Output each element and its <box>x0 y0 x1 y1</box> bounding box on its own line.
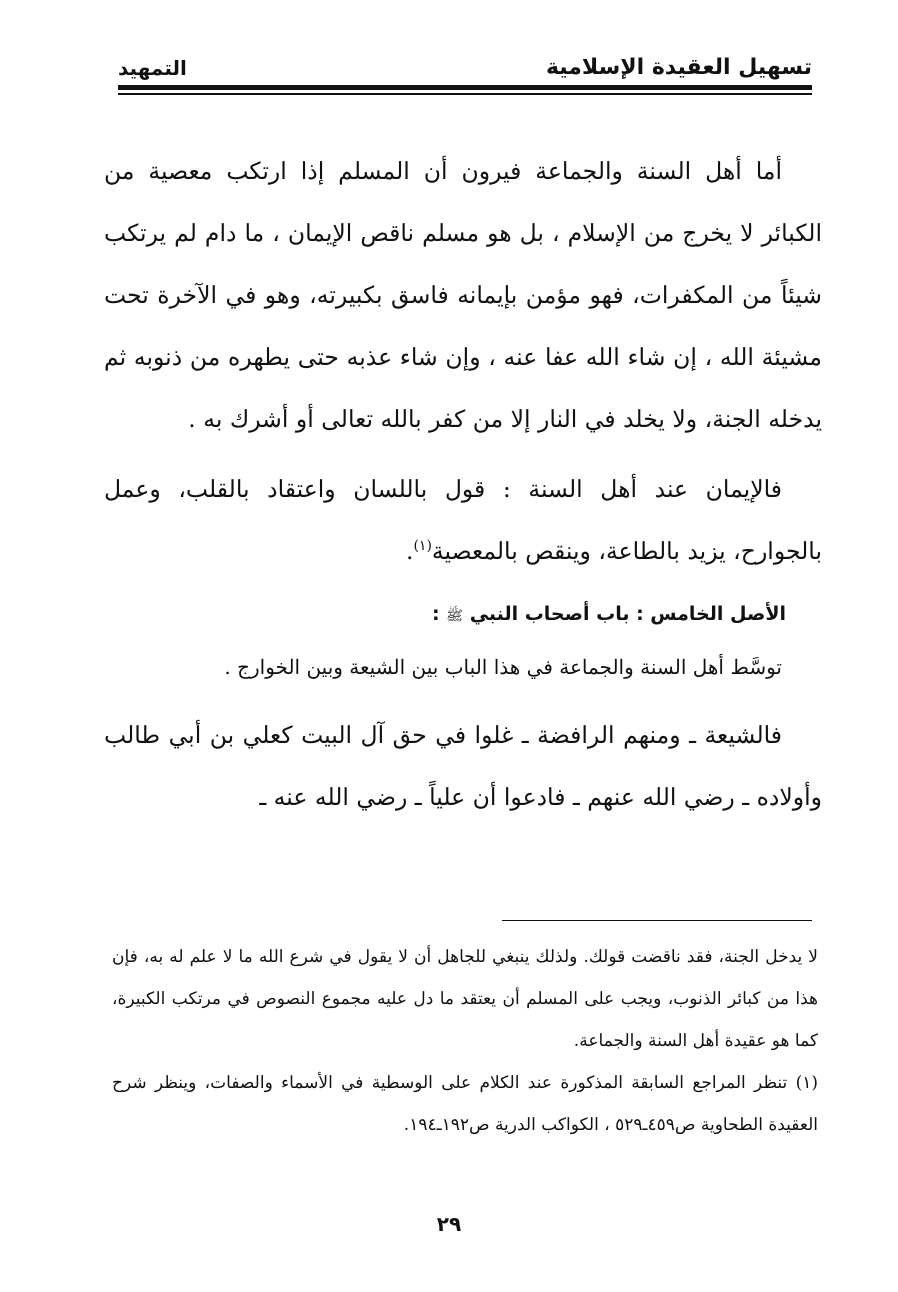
paragraph-shia: فالشيعة ـ ومنهم الرافضة ـ غلوا في حق آل البيت كعلي بن أبي طالب وأولاده ـ رضي الله عنهم ـ فادعوا أن علياً ـ رضي الله عنه ـ <box>104 721 822 811</box>
running-header <box>118 44 812 80</box>
main-text <box>104 140 822 828</box>
section-name: التمهيد <box>118 56 187 80</box>
heading-text: الأصل الخامس : باب أصحاب النبي <box>469 603 786 625</box>
footnote-1: (١) تنظر المراجع السابقة المذكورة عند الكلام على الوسطية في الأسماء والصفات، وينظر شرح العقيدة الطحاوية ص٤٥٩ـ٥٢٩ ، الكواكب الدرية ص١٩٢ـ١٩٤. <box>112 1073 818 1135</box>
footnote-separator <box>502 920 812 921</box>
section-heading <box>104 594 822 636</box>
page-number: ٢٩ <box>436 1212 462 1236</box>
footnote-reference: (١) <box>413 538 432 555</box>
footnotes <box>112 936 818 1146</box>
paragraph-middle-way: توسَّط أهل السنة والجماعة في هذا الباب بين الشيعة وبين الخوارج . <box>224 655 782 679</box>
book-title: تسهيل العقيدة الإسلامية <box>545 55 812 80</box>
faith-definition-text: فالإيمان عند أهل السنة : قول باللسان واعتقاد بالقلب، وعمل بالجوارح، يزيد بالطاعة، وينقص بالمعصية <box>104 475 822 565</box>
header-rule-thin <box>118 93 812 95</box>
heading-colon: : <box>431 603 447 625</box>
honorific-symbol: ﷺ <box>446 608 464 624</box>
header-rule-thick <box>118 85 812 90</box>
paragraph-sinners-status: أما أهل السنة والجماعة فيرون أن المسلم إذا ارتكب معصية من الكبائر لا يخرج من الإسلام ، بل هو مسلم ناقص الإيمان ، ما دام لم يرتكب شيئاً من المكفرات، فهو مؤمن بإيمانه فاسق بكبيرته، وهو في الآخرة تحت مشيئة الله ، إن شاء الله عفا عنه ، وإن شاء عذبه حتى يطهره من ذنوبه ثم يدخله الجنة، ولا يخلد في النار إلا من كفر بالله تعالى أو أشرك به . <box>104 157 822 433</box>
footnote-continuation: لا يدخل الجنة، فقد ناقضت قولك. ولذلك ينبغي للجاهل أن لا يقول في شرع الله ما لا علم له به، فإن هذا من كبائر الذنوب، ويجب على المسلم أن يعتقد ما دل عليه مجموع النصوص في مرتكب الكبيرة، كما هو عقيدة أهل السنة والجماعة. <box>112 947 818 1051</box>
paragraph-faith-definition: فالإيمان عند أهل السنة : قول باللسان واعتقاد بالقلب، وعمل بالجوارح، يزيد بالطاعة، وينقص بالمعصية$^{(١)}$. <box>104 475 822 565</box>
